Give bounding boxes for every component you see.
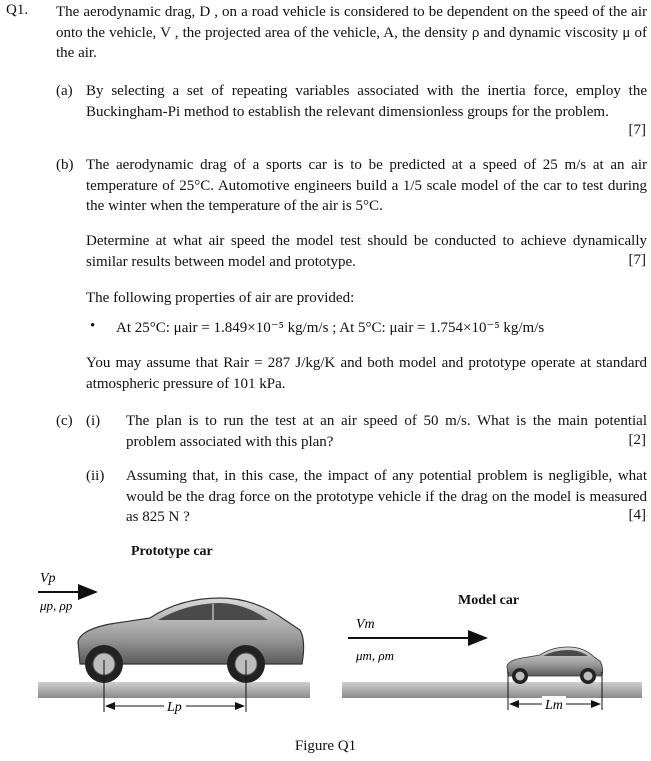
part-a-text: By selecting a set of repeating variables associated with the inertia force, employ the Buckingham-Pi method to establish the relevant dimensionless groups for the problem. — [86, 83, 647, 120]
part-b-text2: Determine at what air speed the model test should be conducted to achieve dynamically similar results between model and prototype. — [86, 233, 647, 270]
mu-rho-p-label: μp, ρp — [40, 598, 73, 613]
part-c-i-text: The plan is to run the test at an air speed of 50 m/s. What is the main potential problem associated with this plan? — [126, 413, 647, 450]
prototype-ground — [38, 682, 310, 698]
question-number: Q1. — [6, 2, 29, 18]
part-b-label: (b) — [56, 157, 74, 173]
part-c-i-marks: [2] — [628, 432, 646, 448]
part-a-label: (a) — [56, 83, 73, 99]
question-intro: The aerodynamic drag, D , on a road vehicle is considered to be dependent on the speed of the air onto the vehicle, V , the projected area of the vehicle, A, the density ρ and dynamic viscosity μ of the air. — [56, 4, 647, 61]
part-b-marks: [7] — [628, 252, 646, 268]
bullet-marker: • — [90, 318, 96, 334]
figure-q1 — [0, 560, 651, 730]
part-b-text3: The following properties of air are provided: — [86, 290, 355, 306]
prototype-caption: Prototype car — [131, 544, 213, 559]
prototype-car — [78, 598, 304, 683]
figure-caption: Figure Q1 — [294, 738, 357, 754]
part-a-marks: [7] — [628, 122, 646, 138]
vp-label: Vp — [40, 571, 56, 586]
vm-label: Vm — [356, 617, 375, 632]
part-c-i-label: (i) — [86, 413, 101, 429]
lm-label: Lm — [545, 698, 563, 713]
model-ground — [342, 682, 642, 698]
model-car — [507, 647, 603, 684]
part-c-ii-marks: [4] — [628, 507, 646, 523]
part-b-text1: The aerodynamic drag of a sports car is to be predicted at a speed of 25 m/s at an air temperature of 25°C. Automotive engineers build a 1/5 scale model of the car to test during the winter when the temperature of the air is 5°C. — [86, 157, 647, 214]
part-b-text4: You may assume that Rair = 287 J/kg/K and both model and prototype operate at standard atmospheric pressure of 101 kPa. — [86, 355, 647, 392]
air-properties-bullet: At 25°C: μair = 1.849×10⁻⁵ kg/m/s ; At 5°C: μair = 1.754×10⁻⁵ kg/m/s — [116, 320, 545, 336]
part-c-ii-text: Assuming that, in this case, the impact of any potential problem is negligible, what would be the drag force on the prototype vehicle if the drag on the model is measured as 825 N ? — [126, 468, 647, 525]
mu-rho-m-label: μm, ρm — [356, 648, 395, 663]
part-c-ii-label: (ii) — [86, 468, 105, 484]
part-c-label: (c) — [56, 413, 73, 429]
lp-label: Lp — [167, 700, 182, 715]
model-caption: Model car — [458, 593, 520, 608]
